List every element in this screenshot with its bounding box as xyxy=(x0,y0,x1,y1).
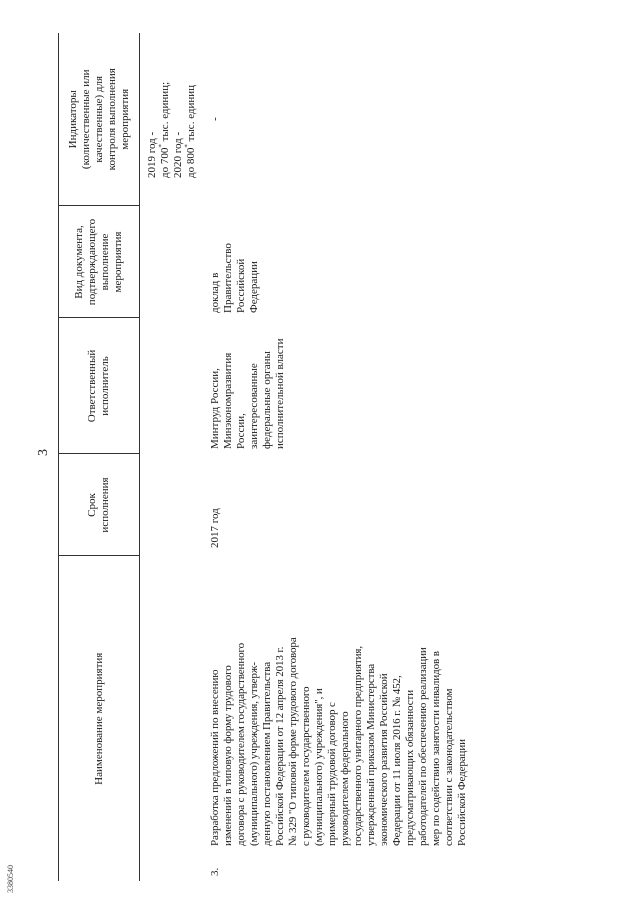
deadline-text: 2017 год xyxy=(209,508,221,548)
text-line: денную постановлением Правительства xyxy=(261,662,273,846)
text-line: заинтересованные xyxy=(248,363,260,449)
text-line: с руководителем государственного xyxy=(300,686,312,846)
text-line: доклад в xyxy=(209,272,221,313)
text-line: федеральные органы xyxy=(261,351,273,449)
text-line: исполнения xyxy=(99,477,111,533)
text-line: утвержденный приказом Министерства xyxy=(365,663,377,846)
header-responsible-text xyxy=(86,323,112,450)
indicators-text: - xyxy=(209,117,221,121)
text-line: Наименование мероприятия xyxy=(92,652,105,785)
measure-name-text xyxy=(209,637,469,846)
page-number: 3 xyxy=(36,449,51,456)
header-responsible xyxy=(59,318,140,454)
text-line: государственного унитарного предприятия, xyxy=(352,645,364,846)
text-line: Срок xyxy=(86,493,98,517)
header-indicators xyxy=(59,33,140,206)
header-measure-name-text xyxy=(93,561,106,878)
indicator-2020-unit: тыс. единиц xyxy=(185,84,197,142)
cell-empty xyxy=(140,318,203,454)
header-document-text xyxy=(73,211,125,314)
text-line: качественные) для xyxy=(92,75,105,163)
text-line: примерный трудовой договор с xyxy=(326,702,338,846)
text-line: исполнитель xyxy=(99,356,111,416)
text-line: руководителем федерального xyxy=(339,711,351,846)
text-line: мер по содействию занятости инвалидов в xyxy=(430,651,442,846)
text-line: Российской xyxy=(235,258,247,313)
indicator-2020-label: 2020 год - xyxy=(172,131,184,178)
text-line: (муниципального) учреждения", и xyxy=(313,688,325,846)
cell-indicator-continuation xyxy=(140,33,203,206)
text-line: № 329 "О типовой форме трудового договора xyxy=(287,637,299,846)
indicator-2019-mark: * xyxy=(157,144,166,148)
text-line: контроля выполнения xyxy=(105,68,118,171)
cell-indicators xyxy=(202,33,473,206)
text-line: Ответственный xyxy=(86,349,98,423)
document-id: 3380540 xyxy=(6,865,15,893)
header-document xyxy=(59,206,140,318)
header-deadline xyxy=(59,454,140,556)
indicator-2020-value: до 800 xyxy=(185,147,197,178)
row-number: 3. xyxy=(209,867,221,876)
text-line: Вид документа, xyxy=(73,225,85,299)
text-line: работодателей по обеспечению реализации xyxy=(417,647,429,846)
text-line: Минэкономразвития xyxy=(222,352,234,449)
cell-empty xyxy=(140,556,203,881)
cell-empty xyxy=(140,454,203,556)
text-line: предусматривающих обязанности xyxy=(404,689,416,846)
text-line: изменений в типовую форму трудового xyxy=(222,665,234,846)
text-line: исполнительной власти xyxy=(274,338,286,449)
cell-document xyxy=(202,206,473,318)
text-line: (количественные или xyxy=(79,69,92,170)
responsible-text xyxy=(209,322,287,449)
indicator-2019-unit: тыс. единиц; xyxy=(159,81,171,142)
indicator-2019-value: до 700 xyxy=(159,147,171,178)
text-line: Правительство xyxy=(222,243,234,313)
text-line: (муниципального) учреждения, утверж- xyxy=(248,662,260,846)
indicator-2019-label: 2019 год - xyxy=(146,131,158,178)
text-line: выполнение xyxy=(99,233,111,291)
table-header-row xyxy=(59,33,140,881)
document-text xyxy=(209,210,261,313)
text-line: соответствии с законодательством xyxy=(443,688,455,846)
indicator-2020-mark: * xyxy=(183,144,192,148)
text-line: России, xyxy=(235,413,247,449)
cell-responsible xyxy=(202,318,473,454)
header-indicators-text xyxy=(67,37,132,202)
text-line: мероприятия xyxy=(112,231,124,293)
text-line: Разработка предложений по внесению xyxy=(209,669,221,846)
text-line: Российской Федерации xyxy=(456,739,468,846)
text-line: Федерации xyxy=(248,261,260,313)
cell-empty xyxy=(140,206,203,318)
text-line: экономического развития Российской xyxy=(378,673,390,846)
text-line: мероприятия xyxy=(118,88,131,150)
text-line: договора с руководителем государственного xyxy=(235,642,247,846)
header-measure-name xyxy=(59,556,140,881)
cell-measure-name xyxy=(202,556,473,881)
table-row xyxy=(202,33,473,881)
text-line: Минтруд России, xyxy=(209,368,221,449)
text-line: Индикаторы xyxy=(66,90,79,149)
text-line: Российской Федерации от 12 апреля 2013 г. xyxy=(274,646,286,846)
text-line: подтверждающего xyxy=(86,218,98,306)
table-row-continuation xyxy=(140,33,203,881)
cell-deadline xyxy=(202,454,473,556)
action-plan-table xyxy=(58,33,473,881)
text-line: Федерации от 11 июля 2016 г. № 452, xyxy=(391,675,403,846)
header-deadline-text xyxy=(86,459,112,552)
